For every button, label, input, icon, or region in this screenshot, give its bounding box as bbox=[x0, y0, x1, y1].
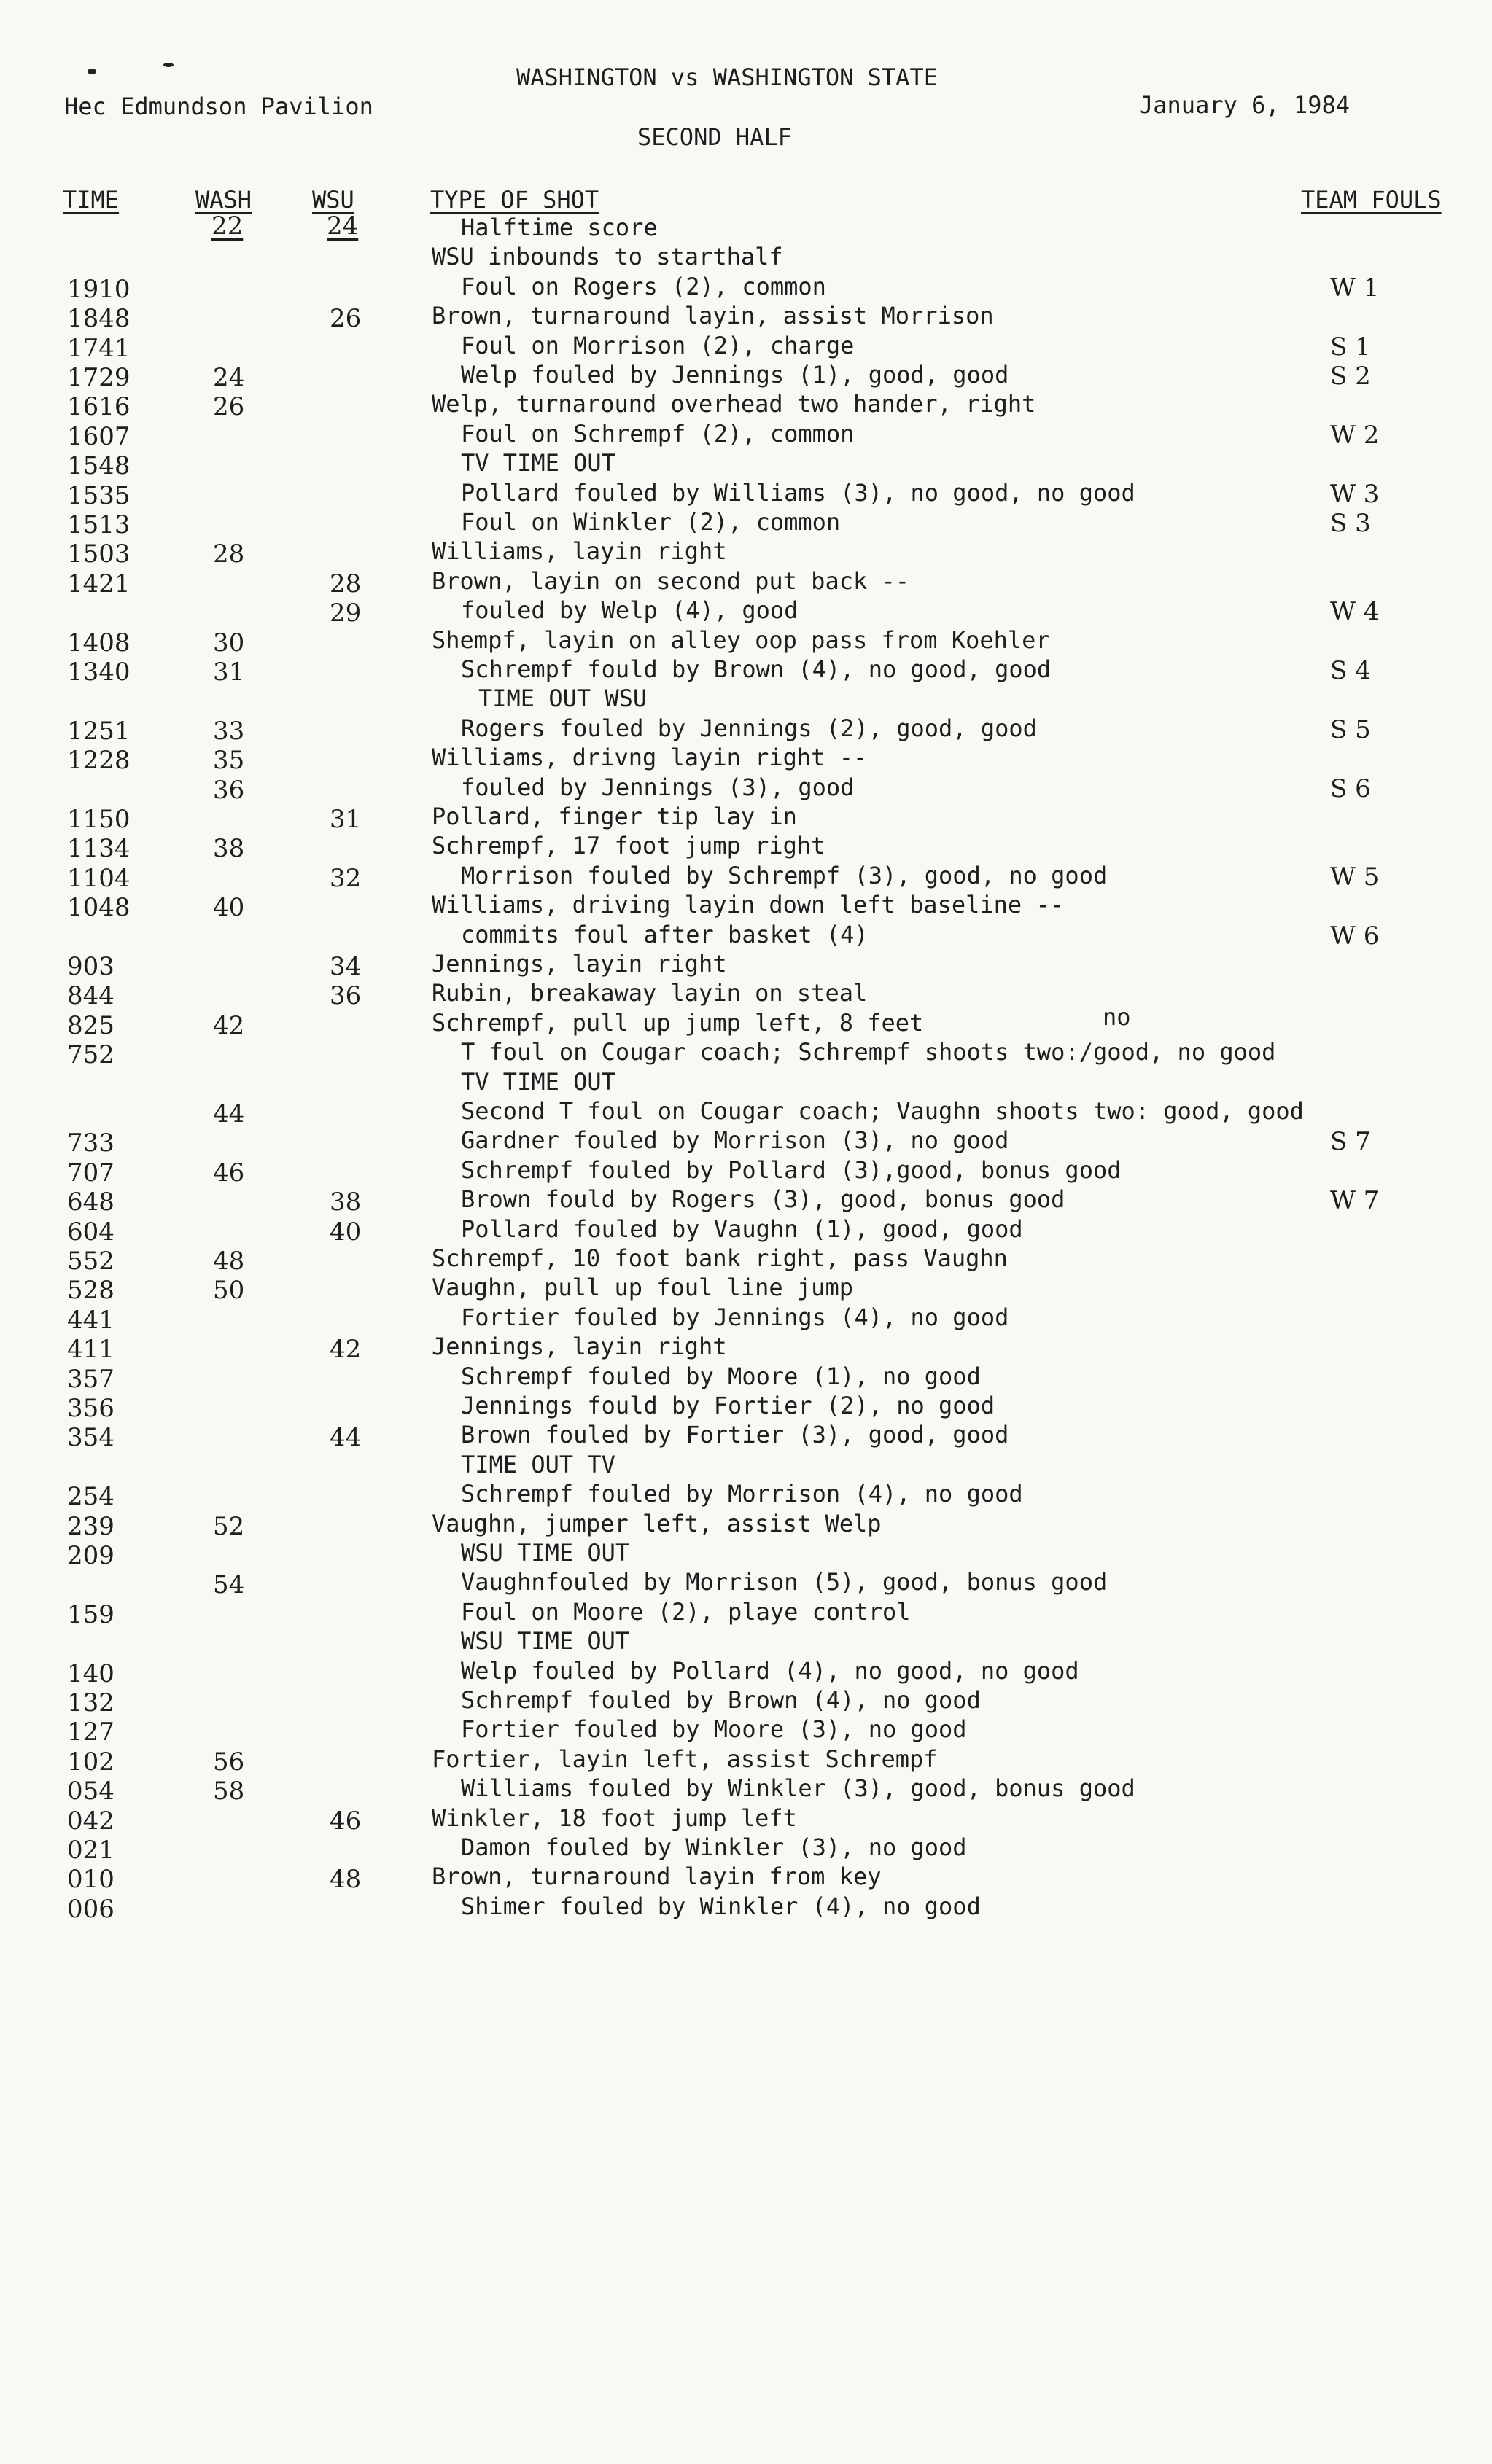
row-description: Vaughn, jumper left, assist Welp bbox=[432, 1510, 882, 1537]
row-description: TV TIME OUT bbox=[461, 449, 615, 477]
row-description: Foul on Schrempf (2), common bbox=[461, 420, 855, 448]
row-description: fouled by Jennings (3), good bbox=[461, 773, 855, 801]
row-time: 604 bbox=[67, 1217, 114, 1247]
row-wash-score: 30 bbox=[213, 628, 245, 658]
row-description: Second T foul on Cougar coach; Vaughn shoots two: good, good bbox=[461, 1097, 1304, 1125]
row-time: 1134 bbox=[67, 834, 131, 863]
row-wsu-score: 29 bbox=[330, 599, 362, 628]
row-time: 357 bbox=[67, 1365, 114, 1394]
row-description: Williams fouled by Winkler (3), good, bonus good bbox=[461, 1774, 1135, 1802]
row-wash-score: 42 bbox=[213, 1011, 245, 1040]
row-description: Rubin, breakaway layin on steal bbox=[432, 979, 868, 1007]
page-title: WASHINGTON vs WASHINGTON STATE bbox=[516, 63, 938, 91]
col-header-shot: TYPE OF SHOT bbox=[430, 186, 599, 214]
row-description: WSU TIME OUT bbox=[461, 1627, 630, 1655]
row-wash-score: 40 bbox=[213, 893, 245, 922]
row-description: Vaughn, pull up foul line jump bbox=[432, 1274, 853, 1301]
row-wash-score: 58 bbox=[213, 1777, 245, 1806]
row-time: 1616 bbox=[67, 392, 131, 421]
row-wsu-score: 44 bbox=[330, 1423, 362, 1452]
row-description: Foul on Rogers (2), common bbox=[461, 273, 826, 300]
row-description: Schrempf fould by Brown (4), no good, good bbox=[461, 655, 1052, 683]
row-team-foul: S 3 bbox=[1330, 509, 1371, 538]
row-time: 102 bbox=[67, 1747, 114, 1777]
row-description: Brown fouled by Fortier (3), good, good bbox=[461, 1421, 1009, 1449]
row-description: Foul on Winkler (2), common bbox=[461, 508, 841, 536]
row-description: Schrempf fouled by Moore (1), no good bbox=[461, 1362, 981, 1390]
row-description: Brown, turnaround layin, assist Morrison bbox=[432, 302, 994, 330]
row-wash-score: 24 bbox=[213, 363, 245, 392]
row-description: TV TIME OUT bbox=[461, 1068, 615, 1096]
row-team-foul: W 6 bbox=[1330, 921, 1380, 951]
row-description: Jennings fould by Fortier (2), no good bbox=[461, 1392, 995, 1419]
row-time: 844 bbox=[67, 981, 114, 1010]
row-time: 006 bbox=[67, 1895, 114, 1924]
row-description: Pollard, finger tip lay in bbox=[432, 803, 797, 830]
row-time: 1503 bbox=[67, 539, 131, 569]
row-description: Morrison fouled by Schrempf (3), good, no good bbox=[461, 862, 1108, 889]
row-wash-score: 48 bbox=[213, 1247, 245, 1276]
row-description: Rogers fouled by Jennings (2), good, good bbox=[461, 714, 1037, 742]
row-description: Gardner fouled by Morrison (3), no good bbox=[461, 1126, 1009, 1154]
row-time: 707 bbox=[67, 1158, 114, 1188]
row-team-foul: S 7 bbox=[1330, 1127, 1371, 1156]
row-wsu-score: 40 bbox=[330, 1217, 362, 1247]
row-description: Schrempf, 10 foot bank right, pass Vaughn bbox=[432, 1244, 1008, 1272]
row-description: Welp fouled by Pollard (4), no good, no good bbox=[461, 1657, 1079, 1685]
ink-mark bbox=[88, 69, 96, 74]
row-wsu-score: 28 bbox=[330, 569, 362, 599]
row-team-foul: S 6 bbox=[1330, 774, 1371, 803]
period-label: SECOND HALF bbox=[637, 123, 792, 151]
row-time: 441 bbox=[67, 1306, 114, 1335]
row-time: 1607 bbox=[67, 422, 131, 451]
row-wsu-score: 26 bbox=[330, 304, 362, 333]
row-description: Schrempf fouled by Morrison (4), no good bbox=[461, 1480, 1023, 1508]
row-description: Fortier fouled by Jennings (4), no good bbox=[461, 1303, 1009, 1331]
row-time: 132 bbox=[67, 1688, 114, 1718]
col-header-team-fouls: TEAM FOULS bbox=[1301, 186, 1442, 214]
row-wash-score: 31 bbox=[213, 658, 245, 687]
row-wsu-score: 31 bbox=[330, 805, 362, 834]
row-description: Foul on Moore (2), playe control bbox=[461, 1598, 911, 1626]
row-wash-score: 33 bbox=[213, 717, 245, 746]
game-date: January 6, 1984 bbox=[1139, 91, 1350, 119]
row-time: 1910 bbox=[67, 275, 131, 304]
row-description: Brown, layin on second put back -- bbox=[432, 567, 910, 595]
row-description: T foul on Cougar coach; Schrempf shoots two:/good, no good bbox=[461, 1038, 1276, 1066]
row-description: Welp, turnaround overhead two hander, right bbox=[432, 390, 1036, 418]
row-wsu-score: 42 bbox=[330, 1335, 362, 1364]
venue: Hec Edmundson Pavilion bbox=[64, 93, 373, 120]
row-time: 127 bbox=[67, 1718, 114, 1747]
row-time: 1408 bbox=[67, 628, 131, 658]
row-description: Winkler, 18 foot jump left bbox=[432, 1804, 797, 1832]
row-description: Shempf, layin on alley oop pass from Koehler bbox=[432, 626, 1050, 654]
row-wsu-score: 36 bbox=[330, 981, 362, 1010]
row-time: 354 bbox=[67, 1423, 114, 1452]
row-description: Williams, drivng layin right -- bbox=[432, 744, 868, 771]
col-header-wash: WASH bbox=[195, 186, 252, 214]
row-description: Fortier fouled by Moore (3), no good bbox=[461, 1715, 967, 1743]
row-time: 254 bbox=[67, 1482, 114, 1511]
row-time: 1251 bbox=[67, 717, 131, 746]
halftime-wsu-score: 24 bbox=[327, 211, 359, 241]
row-wash-score: 28 bbox=[213, 539, 245, 569]
row-time: 1048 bbox=[67, 893, 131, 922]
row-wash-score: 50 bbox=[213, 1276, 245, 1305]
row-time: 1421 bbox=[67, 569, 131, 599]
row-wsu-score: 32 bbox=[330, 864, 362, 893]
row-time: 159 bbox=[67, 1600, 114, 1629]
row-description: Schrempf fouled by Pollard (3),good, bonus good bbox=[461, 1156, 1122, 1184]
row-wash-score: 26 bbox=[213, 392, 245, 421]
row-description: fouled by Welp (4), good bbox=[461, 596, 799, 624]
row-time: 042 bbox=[67, 1806, 114, 1836]
row-team-foul: W 5 bbox=[1330, 862, 1380, 892]
row-wash-score: 38 bbox=[213, 834, 245, 863]
row-team-foul: S 2 bbox=[1330, 362, 1371, 391]
row-time: 1104 bbox=[67, 864, 131, 893]
row-wash-score: 36 bbox=[213, 776, 245, 805]
row-description: Vaughnfouled by Morrison (5), good, bonus good bbox=[461, 1568, 1108, 1596]
row-description: Foul on Morrison (2), charge bbox=[461, 332, 855, 359]
row-time: 825 bbox=[67, 1011, 114, 1040]
row-wash-score: 46 bbox=[213, 1158, 245, 1188]
halftime-wash-score: 22 bbox=[211, 211, 244, 241]
col-header-wsu: WSU bbox=[312, 186, 354, 214]
row-description: Schrempf, 17 foot jump right bbox=[432, 832, 825, 859]
margin-annotation: no bbox=[1103, 1003, 1131, 1031]
row-time: 1741 bbox=[67, 334, 131, 363]
ink-mark bbox=[163, 63, 174, 67]
row-team-foul: W 2 bbox=[1330, 421, 1380, 450]
row-wsu-score: 48 bbox=[330, 1865, 362, 1894]
row-wsu-score: 38 bbox=[330, 1188, 362, 1217]
row-wash-score: 54 bbox=[213, 1570, 245, 1599]
row-time: 903 bbox=[67, 952, 114, 981]
row-time: 054 bbox=[67, 1777, 114, 1806]
row-time: 1848 bbox=[67, 304, 131, 333]
row-team-foul: W 3 bbox=[1330, 480, 1380, 509]
row-description: Halftime score bbox=[461, 214, 658, 241]
row-description: Pollard fouled by Williams (3), no good, no good bbox=[461, 479, 1135, 507]
row-time: 1340 bbox=[67, 658, 131, 687]
row-description: Shimer fouled by Winkler (4), no good bbox=[461, 1892, 981, 1920]
row-wsu-score: 34 bbox=[330, 952, 362, 981]
row-description: Williams, layin right bbox=[432, 537, 727, 565]
row-time: 140 bbox=[67, 1659, 114, 1688]
row-time: 1548 bbox=[67, 451, 131, 480]
row-time: 528 bbox=[67, 1276, 114, 1305]
row-wash-score: 44 bbox=[213, 1099, 245, 1128]
row-description: TIME OUT WSU bbox=[478, 685, 648, 712]
row-team-foul: W 7 bbox=[1330, 1186, 1380, 1215]
row-wash-score: 56 bbox=[213, 1747, 245, 1777]
row-description: Schrempf, pull up jump left, 8 feet bbox=[432, 1009, 924, 1037]
row-wsu-score: 46 bbox=[330, 1806, 362, 1836]
row-time: 1513 bbox=[67, 510, 131, 539]
row-time: 1228 bbox=[67, 746, 131, 775]
row-time: 411 bbox=[67, 1335, 114, 1364]
row-time: 733 bbox=[67, 1128, 114, 1158]
row-description: Pollard fouled by Vaughn (1), good, good bbox=[461, 1215, 1023, 1243]
row-time: 752 bbox=[67, 1040, 114, 1069]
row-time: 1150 bbox=[67, 805, 131, 834]
row-team-foul: S 1 bbox=[1330, 332, 1371, 362]
row-time: 552 bbox=[67, 1247, 114, 1276]
row-description: WSU TIME OUT bbox=[461, 1539, 630, 1567]
row-time: 010 bbox=[67, 1865, 114, 1894]
row-time: 239 bbox=[67, 1512, 114, 1541]
row-description: Jennings, layin right bbox=[432, 950, 727, 978]
row-team-foul: W 1 bbox=[1330, 273, 1380, 303]
row-description: Jennings, layin right bbox=[432, 1333, 727, 1360]
row-description: Schrempf fouled by Brown (4), no good bbox=[461, 1686, 981, 1714]
row-time: 356 bbox=[67, 1394, 114, 1423]
row-description: Brown, turnaround layin from key bbox=[432, 1863, 882, 1890]
row-time: 648 bbox=[67, 1188, 114, 1217]
row-wash-score: 52 bbox=[213, 1512, 245, 1541]
col-header-time: TIME bbox=[63, 186, 120, 214]
row-description: TIME OUT TV bbox=[461, 1451, 615, 1478]
row-wash-score: 35 bbox=[213, 746, 245, 775]
row-description: commits foul after basket (4) bbox=[461, 921, 869, 948]
row-description: Fortier, layin left, assist Schrempf bbox=[432, 1745, 938, 1773]
row-time: 021 bbox=[67, 1836, 114, 1865]
row-description: Damon fouled by Winkler (3), no good bbox=[461, 1833, 967, 1861]
row-team-foul: S 5 bbox=[1330, 715, 1371, 744]
row-team-foul: W 4 bbox=[1330, 597, 1380, 626]
row-description: Welp fouled by Jennings (1), good, good bbox=[461, 361, 1009, 389]
row-time: 1729 bbox=[67, 363, 131, 392]
row-time: 1535 bbox=[67, 481, 131, 510]
row-description: Brown fould by Rogers (3), good, bonus good bbox=[461, 1185, 1065, 1213]
row-team-foul: S 4 bbox=[1330, 656, 1371, 685]
row-description: Williams, driving layin down left baseline -- bbox=[432, 891, 1064, 919]
row-description: WSU inbounds to starthalf bbox=[432, 243, 783, 270]
row-time: 209 bbox=[67, 1541, 114, 1570]
